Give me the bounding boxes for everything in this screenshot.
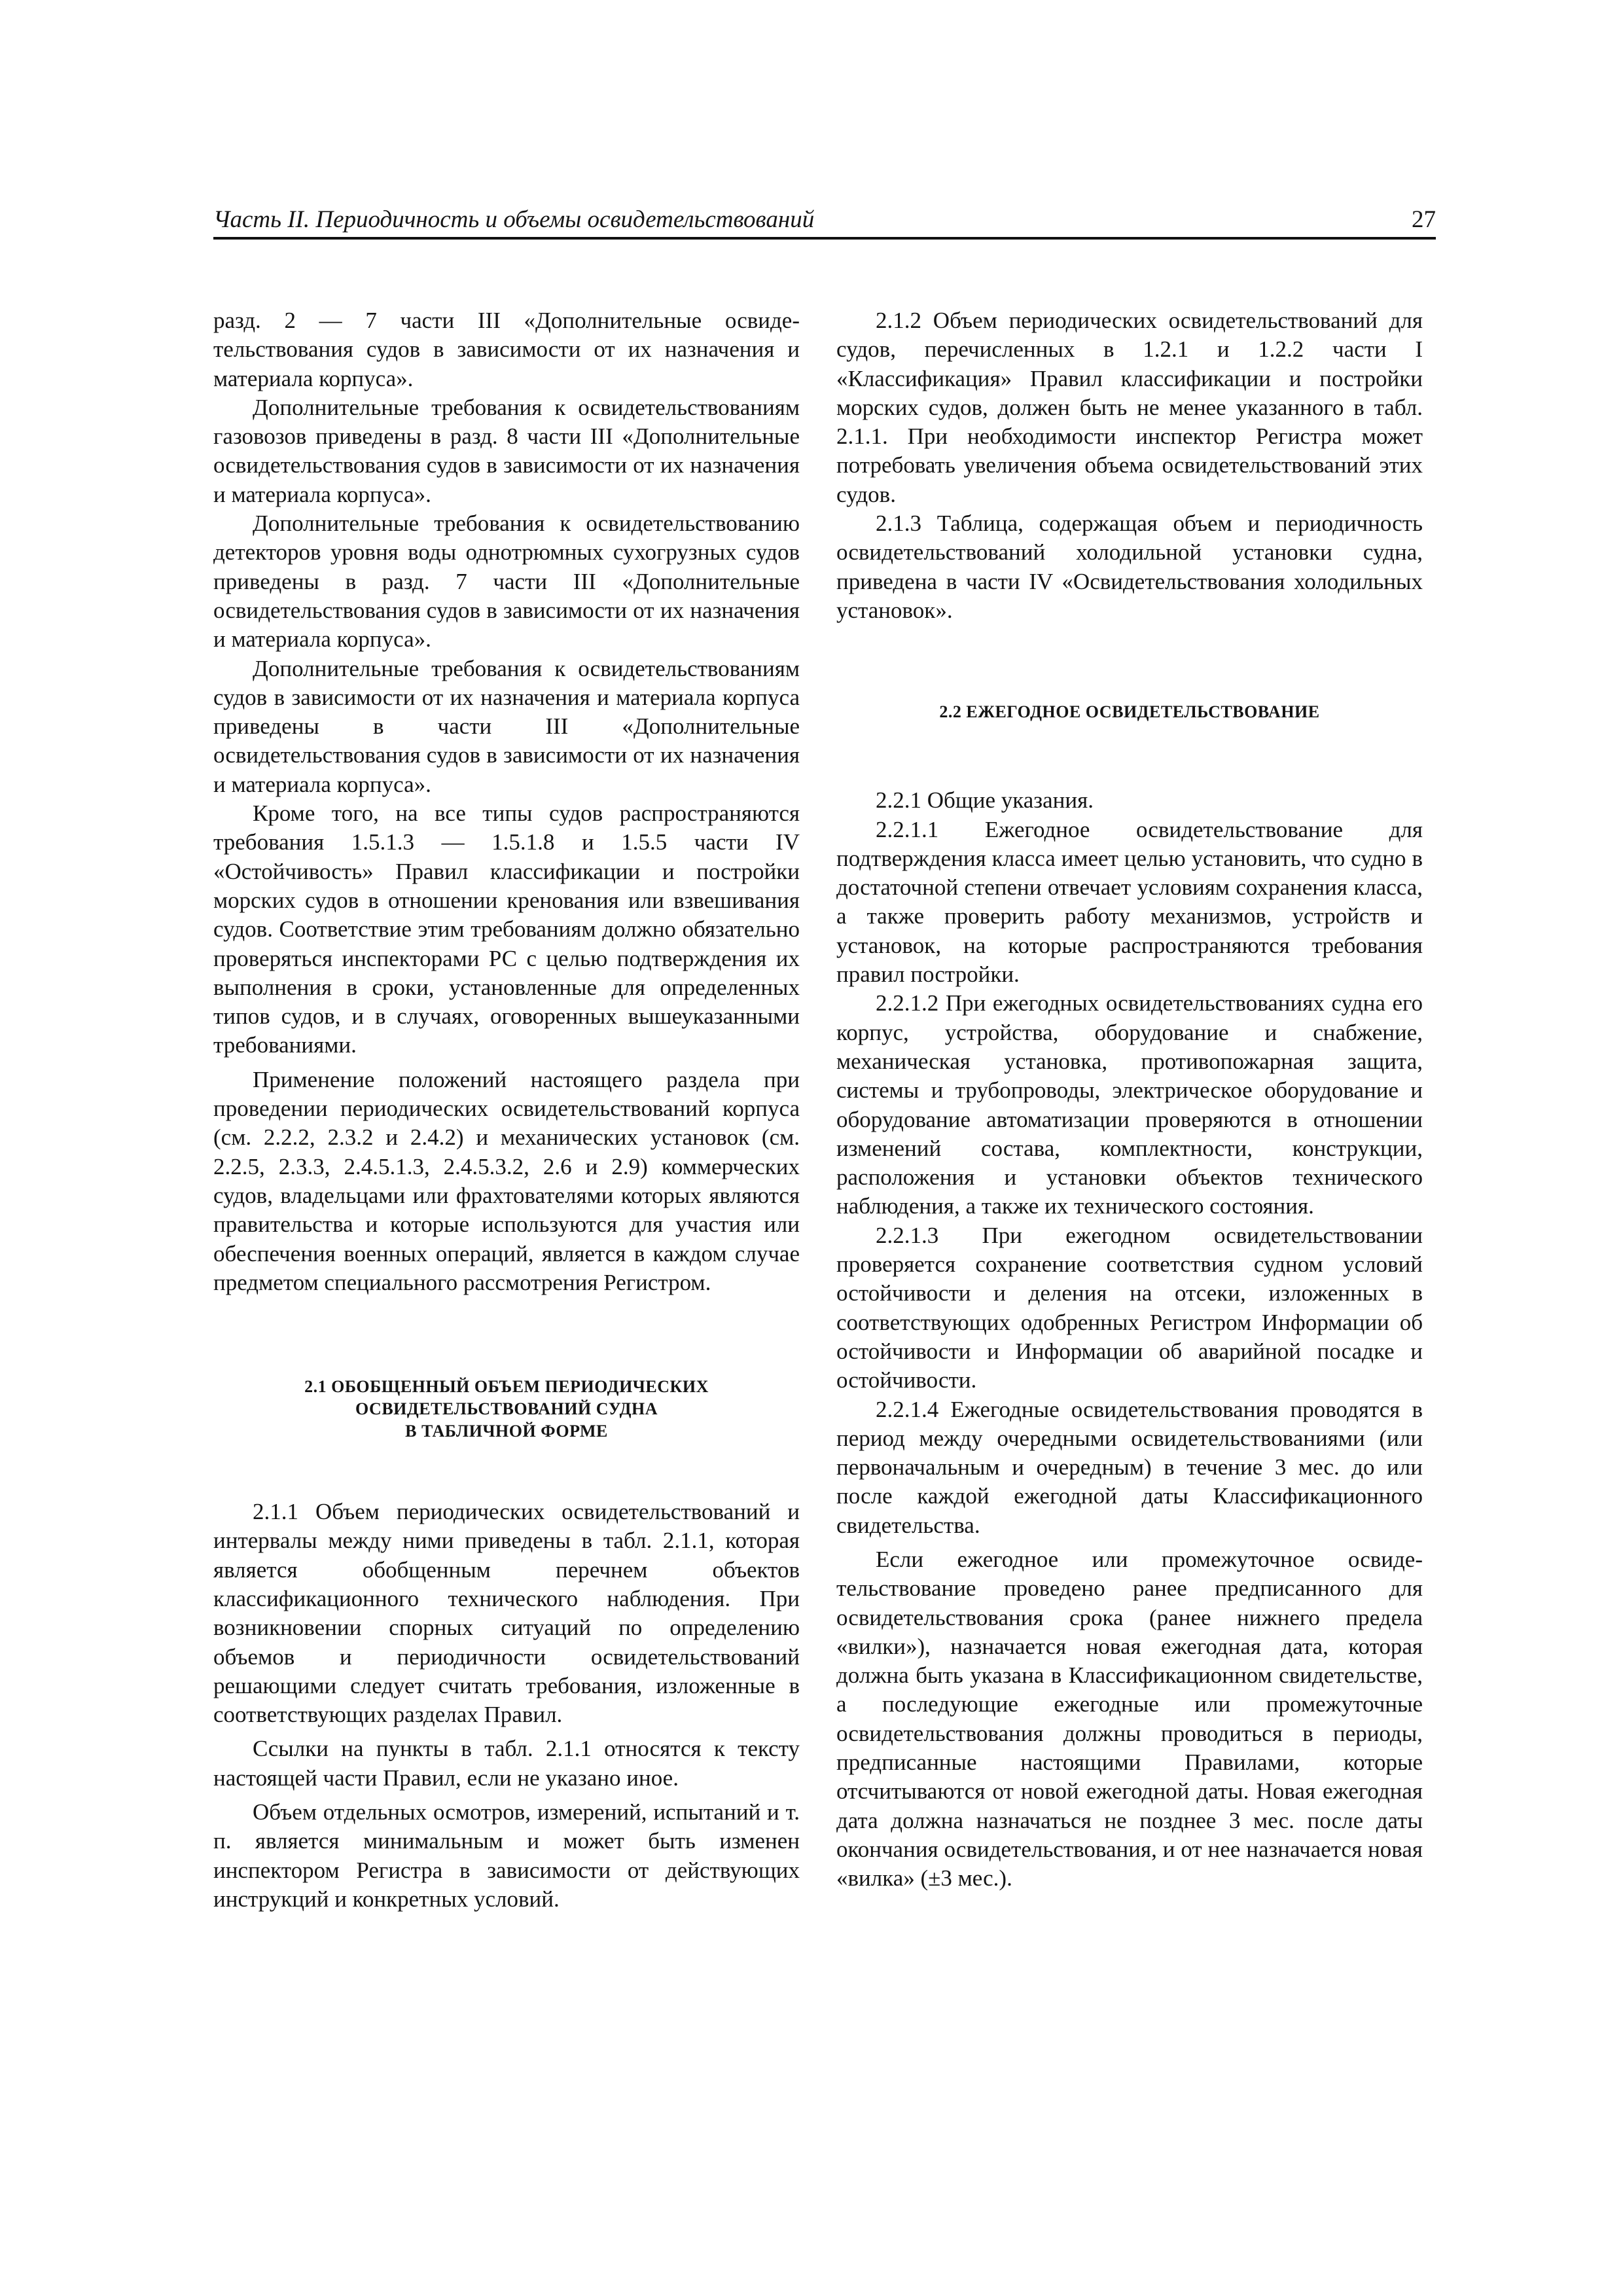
section-heading-2-1-line-3: В ТАБЛИЧНОЙ ФОРМЕ (405, 1422, 608, 1441)
paragraph-water-level-detectors: Дополнительные требования к освидетельствованию детекторов уровня воды однотрюмных сухогрузных судов приведены в разд. 7 части III «Дополнительные освидетельствования судов в зависимости от их назначения и материала корпуса». (213, 511, 800, 653)
paragraph-early-survey: Если ежегодное или промежуточное освидетельствование проведено ранее предписанного для освидетельствования срока (ранее нижнего предела «вилки»), назначается новая ежегодная дата, которая должна быть указана в Классификационном свидетельстве, а последующие ежегодные или промежуточные освидетельствования должны проводиться в периоды, предписанные настоящими Правилами, которые отсчитываются от новой ежегодной даты. Новая ежегодная дата должна назначаться не позднее 3 мес. после даты окончания освидетельствования, и от нее назначается новая «вилка» (±3 мес.). (836, 1546, 1423, 1892)
right-column (836, 306, 1423, 1893)
section-heading-2-1 (213, 1376, 800, 1443)
paragraph-inclining: Кроме того, на все типы судов распространяются требования 1.5.1.3 — 1.5.1.8 и 1.5.5 части IV «Остойчивость» Правил классификации и постройки морских судов в отношении кренования или взвешивания судов. Соответствие этим требованиям должно обязательно проверяться инспекторами РС с целью подтверждения их выполнения в сроки, установленные для определенных типов судов, и в случаях, оговоренных вышеуказанными требованиями. (213, 800, 800, 1058)
paragraph-continuation: разд. 2 — 7 части III «Дополнительные освидетельствования судов в зависимости от их назначения и материала корпуса». (213, 308, 800, 391)
paragraph-government-ships: Применение положений настоящего раздела при проведении периодических освидетельствований корпуса (см. 2.2.2, 2.3.2 и 2.4.2) и механических установок (см. 2.2.5, 2.3.3, 2.4.5.1.3, 2.4.5.3.2, 2.6 и 2.9) коммерческих судов, владельцами или фрахтователями которых являются правительства и которые используются для участия или обеспечения военных операций, является в каждом случае предметом специального рассмотрения Регистром. (213, 1066, 800, 1295)
left-column (213, 306, 800, 1914)
paragraph-table-references: Ссылки на пункты в табл. 2.1.1 относятся к тексту настоящей части Правил, если не указано иное. (213, 1736, 800, 1791)
paragraph-2-2-1-3: 2.2.1.3 При ежегодном освидетельствовании проверяется сохранение соответствия судном условий остойчивости и деления на отсеки, изложенных в соответствующих одобренных Регистром Информации об остойчивости и Информации об аварийной посадке и остойчивости. (836, 1222, 1423, 1393)
paragraph-2-2-1-1: 2.2.1.1 Ежегодное освидетельствование для подтверждения класса имеет целью установить, что судно в достаточной степени отвечает условиям сохранения класса, а также проверить работу механизмов, устройств и установок, на которые распространяются требования правил постройки. (836, 816, 1423, 988)
running-header (213, 198, 1436, 240)
paragraph-2-2-1-2: 2.2.1.2 При ежегодных освидетельствованиях судна его корпус, устройства, оборудование и снабжение, механическая установка, противопожарная защита, системы и трубопроводы, электрическое оборудование и оборудование автоматизации проверяются в отношении изменений состава, комплектности, конструкции, расположения и установки объектов технического наблюдения, а также их технического состояния. (836, 990, 1423, 1219)
running-title: Часть II. Периодичность и объемы освидетельствований (213, 206, 815, 233)
page-number: 27 (1412, 206, 1436, 233)
paragraph-2-2-1-4: 2.2.1.4 Ежегодные освидетельствования проводятся в период между очередными освидетельствованиями (или первоначальным и очередным) в течение 3 мес. до или после каждой ежегодной даты Классификационного свидетельства. (836, 1396, 1423, 1538)
paragraph-2-2-1: 2.2.1 Общие указания. (876, 787, 1094, 814)
paragraph-gas-carriers: Дополнительные требования к освидетельствованиям газовозов приведены в разд. 8 части III «Дополнительные освидетельствования судов в зависимости от их назначения и материала корпуса». (213, 394, 800, 507)
section-heading-2-1-line-1: 2.1 ОБОБЩЕННЫЙ ОБЪЕМ ПЕРИОДИЧЕСКИХ (304, 1377, 709, 1397)
paragraph-2-1-2: 2.1.2 Объем периодических освидетельствований для судов, перечисленных в 1.2.1 и 1.2.2 части I «Классификация» Правил классификации и постройки морских судов, должен быть не менее указанного в табл. 2.1.1. При необходимости инспектор Регистра может потребовать увеличения объема освидетельствований этих судов. (836, 308, 1423, 507)
paragraph-2-1-3: 2.1.3 Таблица, содержащая объем и периодичность освидетельствований холодильной установки судна, приведена в части IV «Освидетельствования холодильных установок». (836, 511, 1423, 623)
paragraph-additional-requirements: Дополнительные требования к освидетельствованиям судов в зависимости от их назначения и материала корпуса приведены в части III «Дополнительные освидетельствования судов в зависимости от их назначения и материала корпуса». (213, 655, 800, 797)
section-heading-2-1-line-2: ОСВИДЕТЕЛЬСТВОВАНИЙ СУДНА (355, 1399, 658, 1419)
section-heading-2-2: 2.2 ЕЖЕГОДНОЕ ОСВИДЕТЕЛЬСТВОВАНИЕ (939, 702, 1320, 722)
paragraph-2-1-1: 2.1.1 Объем периодических освидетельствований и интервалы между ними приведены в табл. 2.1.1, которая является обобщенным перечнем объектов классификационного технического наблюдения. При возникновении спорных ситуаций по определению объемов и периодичности освидетельствований решающими следует считать требования, изложенные в соответствующих разделах Правил. (213, 1499, 800, 1728)
paragraph-survey-scope: Объем отдельных осмотров, измерений, испытаний и т. п. является минимальным и может быть изменен инспектором Регистра в зависимости от действующих инструкций и конкретных условий. (213, 1799, 800, 1912)
